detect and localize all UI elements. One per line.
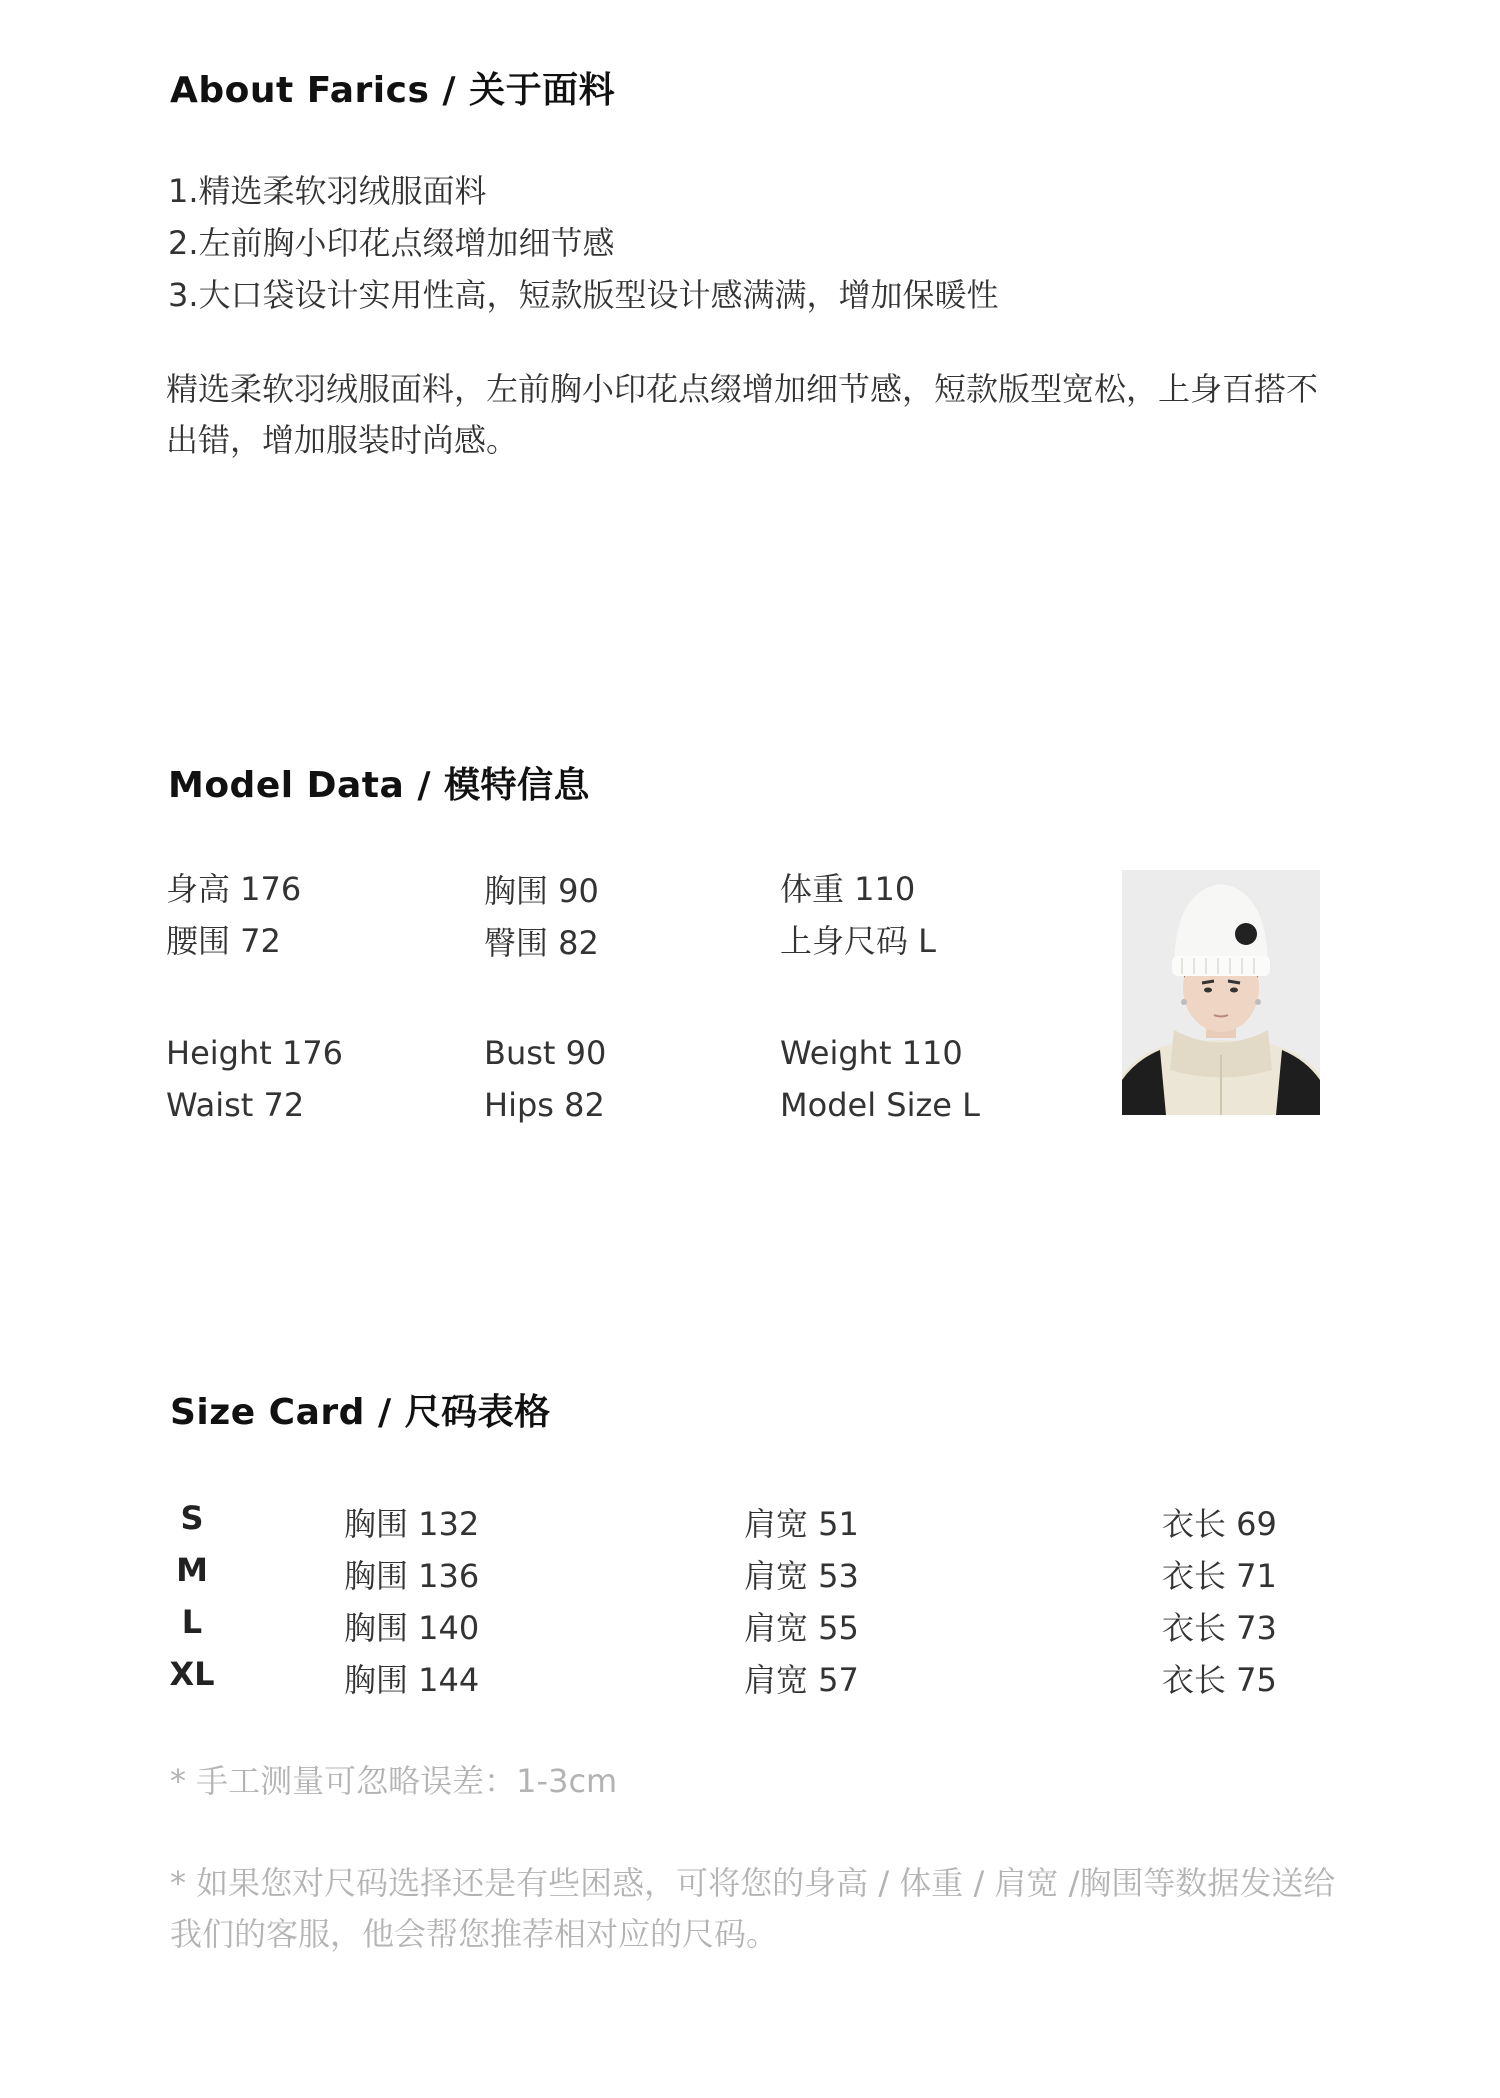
length-value: 衣长 69 [1162, 1505, 1277, 1543]
model-photo [1122, 870, 1320, 1115]
size-label: L [181, 1603, 203, 1641]
fabrics-title: About Farics / 关于面料 [170, 70, 616, 111]
model-waist-en: Waist 72 [166, 1086, 305, 1124]
shoulder-value: 肩宽 51 [744, 1505, 859, 1543]
model-portrait-illustration [1122, 870, 1320, 1115]
model-height-cn: 身高 176 [166, 870, 302, 908]
measurement-tolerance-note: * 手工测量可忽略误差：1-3cm [170, 1762, 618, 1800]
size-label: S [180, 1499, 204, 1537]
model-hips-cn: 臀围 82 [484, 924, 599, 962]
model-weight-en: Weight 110 [780, 1034, 963, 1072]
fabric-point: 1.精选柔软羽绒服面料 [168, 172, 487, 210]
chest-value: 胸围 132 [344, 1505, 480, 1543]
fabric-point: 3.大口袋设计实用性高，短款版型设计感满满，增加保暖性 [168, 276, 999, 314]
model-title: Model Data / 模特信息 [168, 765, 591, 806]
model-hips-en: Hips 82 [484, 1086, 605, 1124]
model-waist-cn: 腰围 72 [166, 922, 281, 960]
chest-value: 胸围 136 [344, 1557, 480, 1595]
size-card-title: Size Card / 尺码表格 [170, 1392, 551, 1433]
length-value: 衣长 71 [1162, 1557, 1277, 1595]
fabric-description: 精选柔软羽绒服面料，左前胸小印花点缀增加细节感，短款版型宽松，上身百搭不出错，增加服装时尚感。 [166, 370, 1319, 459]
model-weight-cn: 体重 110 [780, 870, 916, 908]
shoulder-value: 肩宽 55 [744, 1609, 859, 1647]
size-label: XL [169, 1655, 215, 1693]
model-size-cn: 上身尺码 L [780, 922, 937, 960]
shoulder-value: 肩宽 57 [744, 1661, 859, 1699]
size-advice-note: * 如果您对尺码选择还是有些困惑，可将您的身高 / 体重 / 肩宽 /胸围等数据发送给我们的客服，他会帮您推荐相对应的尺码。 [170, 1864, 1336, 1953]
length-value: 衣长 75 [1162, 1661, 1277, 1699]
chest-value: 胸围 140 [344, 1609, 480, 1647]
shoulder-value: 肩宽 53 [744, 1557, 859, 1595]
length-value: 衣长 73 [1162, 1609, 1277, 1647]
model-bust-en: Bust 90 [484, 1034, 607, 1072]
fabric-point: 2.左前胸小印花点缀增加细节感 [168, 224, 615, 262]
chest-value: 胸围 144 [344, 1661, 480, 1699]
model-height-en: Height 176 [166, 1034, 344, 1072]
size-label: M [176, 1551, 208, 1589]
model-size-en: Model Size L [780, 1086, 980, 1124]
model-bust-cn: 胸围 90 [484, 872, 599, 910]
